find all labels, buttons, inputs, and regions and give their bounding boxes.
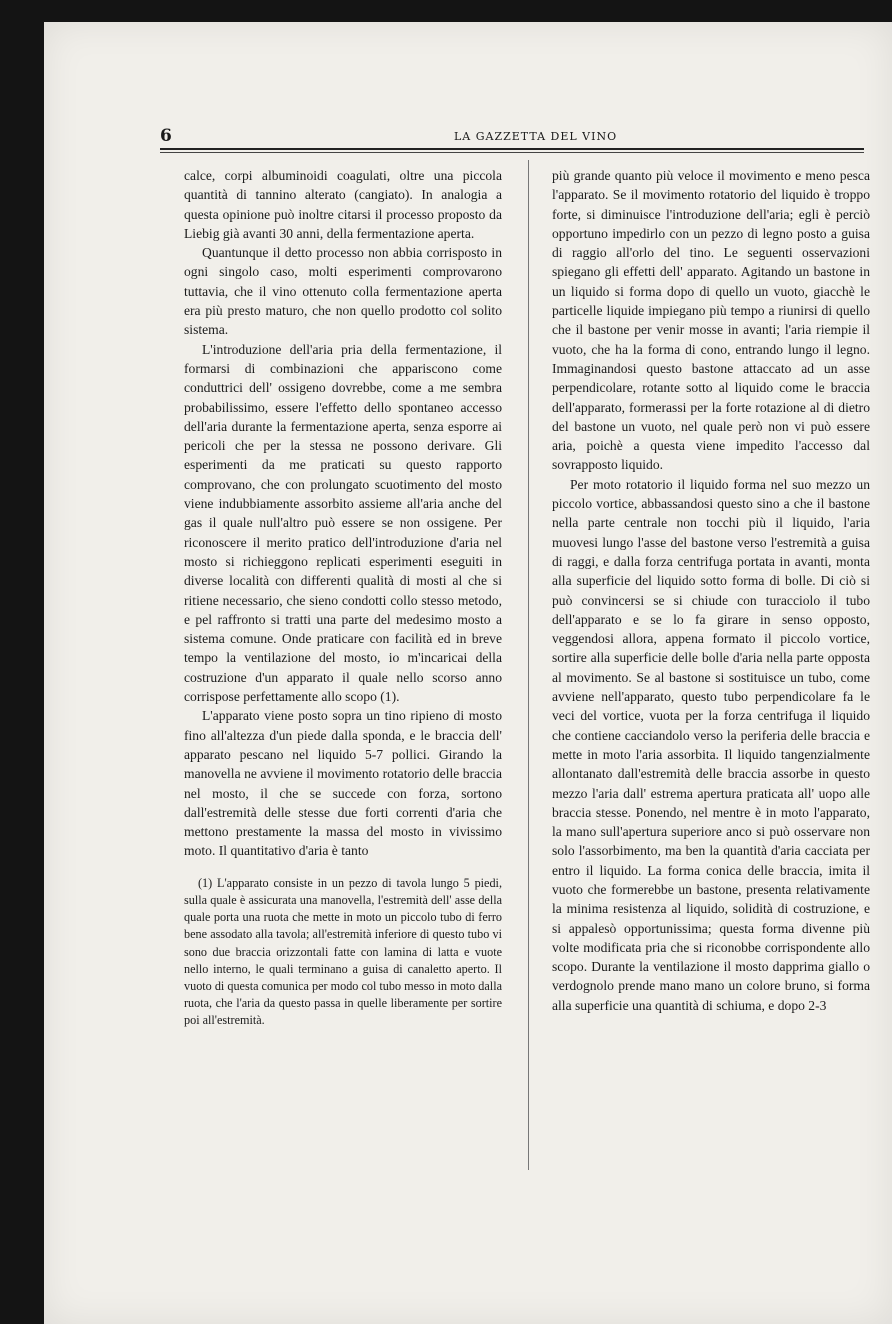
running-title: LA GAZZETTA DEL VINO (454, 130, 618, 143)
column-divider (528, 160, 529, 1170)
paragraph: Quantunque il detto processo non abbia corrisposto in ogni singolo caso, molti esperimenti comprovarono tuttavia, che il vino ottenuto colla fermentazione aperta era più presto maturo, che non quello prodotto col solito sistema. (184, 245, 502, 338)
paragraph: L'apparato viene posto sopra un tino ripieno di mosto fino all'altezza d'un piede dalla sponda, e le braccia dell' apparato pescano nel liquido 5-7 pollici. Girando la manovella ne avviene il movimento rotatorio delle braccia nel mosto, il che se succede con forza, sortono dall'estremità delle stesse due forti correnti d'aria che mettono prestamente la massa del mosto in vivissimo moto. Il quantitativo d'aria è tanto (184, 708, 502, 859)
footnote: (1) L'apparato consiste in un pezzo di tavola lungo 5 piedi, sulla quale è assicurata una manovella, l'estremità dell' asse della quale porta una ruota che mette in moto un piccolo tubo di ferro bene assodato alla tavola; all'estremità inferiore di questo tubo vi sono due braccia orizzontali fatte con lamina di latta e vuote nello interno, le quali terminano a guisa di canaletto aperto. Il vuoto di questa comunica per modo col tubo messo in moto dalla ruota, che l'aria da questo passa in quelle liberamente per sortire poi all'estremità. (184, 875, 502, 1028)
paragraph: L'introduzione dell'aria pria della fermentazione, il formarsi di combinazioni che appariscono come conduttrici dell' ossigeno dovrebbe, come a me sembra probabilissimo, essere l'effetto dello spontaneo accesso dell'aria durante la fermentazione aperta, senza esporre ai pericoli che per la stessa ne possono derivare. Gli esperimenti da me praticati su questo rapporto comprovano, che con prolungato scuotimento del mosto viene indubbiamente assorbito assieme all'aria anche del gas il quale null'altro può essere se non ossigene. Per riconoscere il merito pratico dell'introduzione d'aria nel mosto si richieggono replicati esperimenti eseguiti in diverse località con differenti qualità di mosti al che si ritiene necessario, che sieno condotti collo stesso metodo, e pel raffronto si tratti una parte del medesimo mosto a sistema comune. Onde praticare con facilità ed in breve tempo la ventilazione del mosto, io m'incaricai della costruzione d'un apparato il quale nello scorso anno corrispose perfettamente allo scopo (1). (184, 341, 502, 705)
right-column (552, 166, 870, 1015)
page-number: 6 (160, 126, 172, 146)
paragraph: calce, corpi albuminoidi coagulati, oltre una piccola quantità di tannino alterato (cangiato). In analogia a questa opinione può inoltre citarsi il processo proposto da Liebig già avanti 30 anni, della fermentazione aperta. (184, 168, 502, 241)
paragraph: Per moto rotatorio il liquido forma nel suo mezzo un piccolo vortice, abbassandosi questo sino a che il bastone nella parte centrale non tocchi più il liquido, l'aria muovesi lungo l'asse del bastone verso l'estremità a guisa di raggi, e dalla forza centrifuga portata in avanti, monta alla superficie del liquido sotto forma di bolle. Di ciò si può convincersi se si chiude con turacciolo il tubo dell'apparato e se lo fa girare in senso opposto, veggendosi allora, appena formato il piccolo vortice, sortire alla superficie delle bolle d'aria nella parte opposta al movimento. Se al bastone si sostituisce un tubo, come avviene nell'apparato, questo tubo perpendicolare fa le veci del vortice, vuota per la forza centrifuga il liquido che contiene cacciandolo verso la periferia delle braccia e mette in moto l'aria assorbita. Il liquido tangenzialmente allontanato dall'estremità delle braccia assorbe in questo mezzo l'aria dall' estrema apertura praticata all' uopo alle braccia stesse. Ponendo, nel mentre è in moto l'apparato, la mano sull'apertura superiore anco si può osservare non solo l'assorbimento, ma ben la quantità d'aria cacciata per entro il liquido. La forma conica delle braccia, imita il vuoto che formerebbe un bastone, presenta relativamente la minima resistenza al liquido, solidità di costruzione, e si appalesò opportunissima; questa forma divenne più volte modificata pria che si riconobbe corrispondente allo scopo. Durante la ventilazione il mosto dapprima giallo o verdognolo prende mano mano un colore bruno, si forma alla superficie una quantità di schiuma, e dopo 2-3 (552, 476, 870, 1013)
header-rule (160, 148, 864, 153)
left-column (184, 166, 502, 1030)
paragraph: più grande quanto più veloce il movimento e meno pesca l'apparato. Se il movimento rotatorio del liquido è troppo forte, si diminuisce l'introduzione dell'aria; egli è perciò opportuno impedirlo con un pezzo di legno posto a guisa di raggio all'orlo del tino. Le seguenti osservazioni spiegano gli effetti dell' apparato. Agitando un bastone in un liquido si forma dopo di quello un vuoto, giacchè le particelle liquide impiegano più tempo a riunirsi di quello che il bastone per venir mosse in avanti; l'aria riempie il vuoto, che ha la forma di cono, entrando lungo il legno. Immaginandosi questo bastone attaccato ad un asse perpendicolare, rotante sotto al liquido come le braccia dell'apparato, formerassi per la forte rotazione al di dietro del bastone un vuoto, nel quale però non vi può essere aria, poichè a questa viene impedito l'accesso dal sovrapposto liquido. (552, 168, 870, 473)
